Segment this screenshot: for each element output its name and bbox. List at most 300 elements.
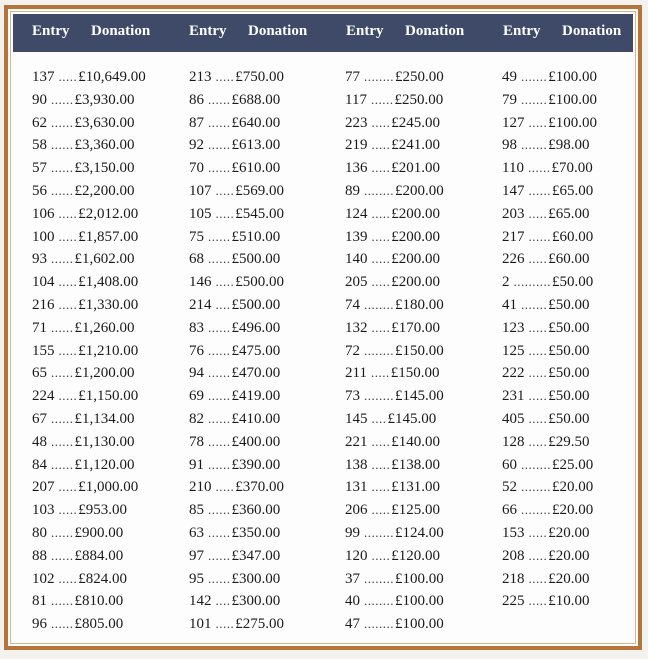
donation-amount: £100.00 bbox=[548, 114, 597, 131]
donation-amount: £10,649.00 bbox=[78, 69, 146, 85]
entry-number: 2 bbox=[502, 274, 510, 291]
dot-leader: ...... bbox=[208, 137, 231, 153]
dot-leader: ........ bbox=[364, 593, 394, 609]
dot-leader: ..... bbox=[58, 570, 78, 586]
table-row bbox=[32, 385, 188, 408]
table-row bbox=[32, 180, 188, 203]
entry-number: 120 bbox=[345, 547, 368, 564]
entry-number: 65 bbox=[32, 365, 47, 382]
entry-number: 206 bbox=[345, 502, 368, 519]
donation-amount: £470.00 bbox=[231, 365, 281, 382]
entry-number: 224 bbox=[32, 388, 55, 405]
donation-amount: £275.00 bbox=[235, 616, 284, 633]
entry-number: 218 bbox=[502, 570, 525, 587]
donation-amount: £610.00 bbox=[231, 160, 281, 177]
dot-leader: ...... bbox=[208, 388, 231, 404]
dot-leader: ...... bbox=[51, 616, 74, 632]
entry-number: 153 bbox=[502, 524, 525, 541]
donation-amount: £3,930.00 bbox=[74, 91, 135, 108]
dot-leader: ...... bbox=[51, 410, 74, 426]
dot-leader: ....... bbox=[521, 296, 548, 312]
dot-leader: ..... bbox=[58, 69, 78, 84]
entry-number: 125 bbox=[502, 342, 525, 359]
entry-number: 205 bbox=[345, 274, 368, 291]
dot-leader: ...... bbox=[51, 91, 74, 107]
donation-amount: £10.00 bbox=[548, 593, 590, 610]
entry-number: 60 bbox=[502, 456, 517, 473]
donation-amount: £70.00 bbox=[551, 160, 593, 177]
table-row bbox=[189, 271, 345, 294]
donation-amount: £419.00 bbox=[231, 388, 281, 405]
table-row bbox=[345, 476, 501, 499]
donation-amount: £50.00 bbox=[548, 319, 590, 336]
table-row bbox=[345, 180, 501, 203]
donation-amount: £60.00 bbox=[552, 228, 594, 245]
entry-number: 86 bbox=[189, 91, 204, 108]
dot-leader: ..... bbox=[215, 274, 235, 290]
table-row bbox=[345, 362, 501, 385]
donation-amount: £400.00 bbox=[231, 433, 281, 450]
dot-leader: ...... bbox=[51, 524, 74, 540]
dot-leader: ...... bbox=[208, 342, 231, 358]
dot-leader: ..... bbox=[371, 160, 391, 176]
donations-table bbox=[4, 5, 642, 650]
donation-amount: £180.00 bbox=[395, 296, 444, 313]
dot-leader: ..... bbox=[371, 205, 391, 221]
donation-amount: £496.00 bbox=[231, 319, 281, 336]
table-row bbox=[32, 431, 188, 454]
donation-amount: £2,012.00 bbox=[78, 205, 139, 222]
entry-number: 99 bbox=[345, 524, 360, 541]
entry-number: 216 bbox=[32, 296, 55, 313]
donation-amount: £241.00 bbox=[391, 137, 440, 154]
header-donation: Donation bbox=[91, 23, 151, 39]
donation-amount: £390.00 bbox=[231, 456, 281, 473]
dot-leader: ...... bbox=[51, 319, 74, 335]
dot-leader: ....... bbox=[521, 69, 548, 84]
table-row bbox=[502, 226, 648, 249]
dot-leader: ...... bbox=[51, 251, 74, 267]
entry-number: 211 bbox=[345, 365, 367, 382]
donation-amount: £150.00 bbox=[395, 342, 444, 359]
dot-leader: ..... bbox=[371, 456, 391, 472]
dot-leader: ...... bbox=[208, 502, 231, 518]
dot-leader: ........ bbox=[364, 524, 394, 540]
entry-number: 139 bbox=[345, 228, 368, 245]
entry-number: 94 bbox=[189, 365, 204, 382]
dot-leader: .... bbox=[215, 593, 231, 609]
dot-leader: ...... bbox=[51, 182, 74, 198]
dot-leader: ...... bbox=[208, 524, 231, 540]
donation-column-3 bbox=[345, 66, 501, 636]
table-row bbox=[502, 385, 648, 408]
entry-number: 223 bbox=[345, 114, 368, 131]
donation-amount: £3,360.00 bbox=[74, 137, 135, 154]
dot-leader: ..... bbox=[58, 342, 78, 358]
entry-number: 131 bbox=[345, 479, 368, 496]
table-row bbox=[189, 362, 345, 385]
dot-leader: ...... bbox=[370, 91, 394, 107]
dot-leader: ..... bbox=[528, 524, 548, 540]
entry-number: 48 bbox=[32, 433, 47, 450]
table-row bbox=[189, 340, 345, 363]
entry-number: 91 bbox=[189, 456, 204, 473]
table-row bbox=[345, 568, 501, 591]
donation-amount: £201.00 bbox=[391, 160, 440, 177]
table-row bbox=[32, 294, 188, 317]
donation-amount: £300.00 bbox=[231, 570, 281, 587]
donation-amount: £1,000.00 bbox=[78, 479, 139, 496]
donation-amount: £3,150.00 bbox=[74, 160, 135, 177]
table-row bbox=[32, 66, 188, 89]
entry-number: 110 bbox=[502, 160, 524, 177]
donation-amount: £1,120.00 bbox=[74, 456, 135, 473]
table-row bbox=[345, 522, 501, 545]
dot-leader: ...... bbox=[528, 228, 551, 244]
donation-amount: £1,200.00 bbox=[74, 365, 135, 382]
donation-amount: £200.00 bbox=[395, 182, 444, 199]
table-row bbox=[502, 248, 648, 271]
entry-number: 208 bbox=[502, 547, 525, 564]
table-row bbox=[189, 499, 345, 522]
donation-amount: £100.00 bbox=[548, 91, 597, 108]
table-row bbox=[32, 340, 188, 363]
dot-leader: ........ bbox=[364, 342, 394, 358]
donation-amount: £125.00 bbox=[391, 502, 440, 519]
table-row bbox=[32, 454, 188, 477]
header-donation: Donation bbox=[562, 23, 622, 39]
table-row bbox=[189, 112, 345, 135]
entry-number: 142 bbox=[189, 593, 212, 610]
table-row bbox=[345, 112, 501, 135]
entry-number: 66 bbox=[502, 502, 517, 519]
table-row bbox=[345, 431, 501, 454]
table-row bbox=[32, 522, 188, 545]
table-row bbox=[345, 385, 501, 408]
dot-leader: .......... bbox=[513, 274, 551, 290]
donation-amount: £350.00 bbox=[231, 524, 281, 541]
donation-amount: £100.00 bbox=[395, 570, 444, 587]
table-row bbox=[189, 226, 345, 249]
donation-amount: £250.00 bbox=[394, 91, 444, 108]
dot-leader: ...... bbox=[51, 547, 74, 563]
entry-number: 73 bbox=[345, 388, 360, 405]
dot-leader: ...... bbox=[208, 570, 231, 586]
table-row bbox=[189, 568, 345, 591]
entry-number: 84 bbox=[32, 456, 47, 473]
dot-leader: ...... bbox=[208, 319, 231, 335]
dot-leader: ..... bbox=[215, 616, 235, 632]
entry-number: 107 bbox=[189, 182, 212, 199]
entry-number: 77 bbox=[345, 69, 360, 85]
donation-amount: £824.00 bbox=[78, 570, 127, 587]
table-row bbox=[345, 545, 501, 568]
table-row bbox=[502, 431, 648, 454]
donation-amount: £360.00 bbox=[231, 502, 281, 519]
donation-amount: £1,260.00 bbox=[74, 319, 135, 336]
entry-number: 124 bbox=[345, 205, 368, 222]
dot-leader: ..... bbox=[528, 410, 548, 426]
dot-leader: .... bbox=[371, 410, 387, 426]
entry-number: 213 bbox=[189, 69, 212, 85]
dot-leader: ..... bbox=[371, 547, 391, 563]
table-row bbox=[345, 408, 501, 431]
donation-column-4 bbox=[502, 66, 648, 613]
donation-amount: £245.00 bbox=[391, 114, 440, 131]
table-row bbox=[345, 454, 501, 477]
dot-leader: ..... bbox=[528, 114, 548, 130]
dot-leader: ........ bbox=[364, 69, 394, 84]
dot-leader: .... bbox=[215, 296, 231, 312]
table-row bbox=[502, 134, 648, 157]
table-row bbox=[189, 476, 345, 499]
entry-number: 219 bbox=[345, 137, 368, 154]
entry-number: 67 bbox=[32, 410, 47, 427]
dot-leader: ...... bbox=[208, 410, 231, 426]
table-row bbox=[189, 545, 345, 568]
donation-amount: £100.00 bbox=[548, 69, 597, 85]
dot-leader: ...... bbox=[51, 433, 74, 449]
entry-number: 82 bbox=[189, 410, 204, 427]
donation-amount: £1,210.00 bbox=[78, 342, 139, 359]
entry-number: 210 bbox=[189, 479, 212, 496]
table-row bbox=[32, 545, 188, 568]
entry-number: 40 bbox=[345, 593, 360, 610]
entry-number: 58 bbox=[32, 137, 47, 154]
entry-number: 405 bbox=[502, 410, 525, 427]
entry-number: 225 bbox=[502, 593, 525, 610]
entry-number: 88 bbox=[32, 547, 47, 564]
dot-leader: ..... bbox=[371, 228, 391, 244]
donation-amount: £65.00 bbox=[552, 182, 594, 199]
table-row bbox=[345, 134, 501, 157]
entry-number: 105 bbox=[189, 205, 212, 222]
donation-amount: £50.00 bbox=[548, 410, 590, 427]
dot-leader: ...... bbox=[208, 433, 231, 449]
dot-leader: ...... bbox=[208, 251, 231, 267]
table-row bbox=[32, 112, 188, 135]
donation-amount: £2,200.00 bbox=[74, 182, 135, 199]
entry-number: 41 bbox=[502, 296, 517, 313]
dot-leader: ..... bbox=[371, 433, 391, 449]
entry-number: 146 bbox=[189, 274, 212, 291]
donation-amount: £50.00 bbox=[548, 365, 590, 382]
dot-leader: ...... bbox=[208, 228, 231, 244]
table-row bbox=[189, 454, 345, 477]
table-row bbox=[189, 385, 345, 408]
dot-leader: ...... bbox=[51, 114, 74, 130]
table-row bbox=[502, 476, 648, 499]
entry-number: 203 bbox=[502, 205, 525, 222]
donation-amount: £613.00 bbox=[231, 137, 281, 154]
donation-amount: £138.00 bbox=[391, 456, 440, 473]
dot-leader: ..... bbox=[528, 593, 548, 609]
dot-leader: ...... bbox=[208, 160, 231, 176]
table-row bbox=[345, 157, 501, 180]
donation-amount: £1,134.00 bbox=[74, 410, 135, 427]
entry-number: 56 bbox=[32, 182, 47, 199]
header-group-1 bbox=[13, 14, 168, 52]
entry-number: 49 bbox=[502, 69, 517, 85]
donation-amount: £545.00 bbox=[235, 205, 284, 222]
table-row bbox=[502, 89, 648, 112]
dot-leader: ...... bbox=[208, 91, 231, 107]
dot-leader: ........ bbox=[521, 502, 551, 518]
entry-number: 101 bbox=[189, 616, 212, 633]
table-row bbox=[345, 89, 501, 112]
table-row bbox=[32, 568, 188, 591]
entry-number: 87 bbox=[189, 114, 204, 131]
dot-leader: ..... bbox=[528, 365, 548, 381]
dot-leader: ...... bbox=[51, 137, 74, 153]
table-row bbox=[189, 317, 345, 340]
entry-number: 63 bbox=[189, 524, 204, 541]
table-row bbox=[32, 408, 188, 431]
table-row bbox=[32, 362, 188, 385]
donation-amount: £50.00 bbox=[548, 342, 590, 359]
donation-amount: £750.00 bbox=[235, 69, 284, 85]
entry-number: 123 bbox=[502, 319, 525, 336]
donation-amount: £60.00 bbox=[548, 251, 590, 268]
table-row bbox=[345, 340, 501, 363]
table-row bbox=[189, 408, 345, 431]
dot-leader: ....... bbox=[521, 137, 548, 153]
table-row bbox=[345, 203, 501, 226]
entry-number: 103 bbox=[32, 502, 55, 519]
table-row bbox=[189, 590, 345, 613]
donation-amount: £805.00 bbox=[74, 616, 124, 633]
entry-number: 47 bbox=[345, 616, 360, 633]
dot-leader: ........ bbox=[364, 570, 394, 586]
table-row bbox=[32, 226, 188, 249]
dot-leader: ........ bbox=[364, 616, 394, 632]
donation-amount: £25.00 bbox=[552, 456, 594, 473]
header-donation: Donation bbox=[405, 23, 465, 39]
donation-amount: £200.00 bbox=[391, 228, 440, 245]
dot-leader: ....... bbox=[521, 91, 548, 107]
dot-leader: ...... bbox=[51, 593, 74, 609]
table-row bbox=[502, 545, 648, 568]
donation-amount: £569.00 bbox=[235, 182, 284, 199]
table-row bbox=[502, 180, 648, 203]
table-row bbox=[32, 89, 188, 112]
table-row bbox=[189, 294, 345, 317]
donation-amount: £50.00 bbox=[548, 296, 590, 313]
entry-number: 97 bbox=[189, 547, 204, 564]
donation-amount: £1,130.00 bbox=[74, 433, 135, 450]
donation-amount: £50.00 bbox=[548, 388, 590, 405]
dot-leader: ..... bbox=[215, 182, 235, 198]
table-row bbox=[502, 157, 648, 180]
donation-amount: £20.00 bbox=[548, 570, 590, 587]
entry-number: 140 bbox=[345, 251, 368, 268]
dot-leader: ..... bbox=[215, 205, 235, 221]
entry-number: 145 bbox=[345, 410, 368, 427]
dot-leader: ..... bbox=[58, 479, 78, 495]
dot-leader: ..... bbox=[528, 547, 548, 563]
table-row bbox=[32, 317, 188, 340]
entry-number: 222 bbox=[502, 365, 525, 382]
donation-amount: £20.00 bbox=[552, 479, 594, 496]
dot-leader: ...... bbox=[208, 456, 231, 472]
entry-number: 80 bbox=[32, 524, 47, 541]
dot-leader: ..... bbox=[371, 479, 391, 495]
table-row bbox=[32, 134, 188, 157]
donation-amount: £120.00 bbox=[391, 547, 440, 564]
dot-leader: ..... bbox=[58, 274, 78, 290]
entry-number: 95 bbox=[189, 570, 204, 587]
donation-column-2 bbox=[189, 66, 345, 636]
table-row bbox=[502, 499, 648, 522]
dot-leader: ...... bbox=[528, 182, 551, 198]
donation-amount: £1,857.00 bbox=[78, 228, 139, 245]
donation-amount: £250.00 bbox=[395, 69, 444, 85]
donation-amount: £347.00 bbox=[231, 547, 281, 564]
entry-number: 98 bbox=[502, 137, 517, 154]
table-row bbox=[32, 590, 188, 613]
dot-leader: ...... bbox=[208, 547, 231, 563]
table-row bbox=[189, 522, 345, 545]
entry-number: 214 bbox=[189, 296, 212, 313]
donation-amount: £124.00 bbox=[395, 524, 444, 541]
entry-number: 78 bbox=[189, 433, 204, 450]
table-row bbox=[502, 590, 648, 613]
dot-leader: ...... bbox=[527, 160, 551, 176]
table-row bbox=[345, 248, 501, 271]
donation-amount: £100.00 bbox=[395, 616, 444, 633]
dot-leader: ..... bbox=[528, 205, 548, 221]
table-row bbox=[189, 431, 345, 454]
dot-leader: ..... bbox=[58, 228, 78, 244]
table-row bbox=[32, 203, 188, 226]
entry-number: 74 bbox=[345, 296, 360, 313]
table-row bbox=[345, 590, 501, 613]
donation-amount: £131.00 bbox=[391, 479, 440, 496]
header-entry: Entry bbox=[189, 23, 227, 39]
entry-number: 231 bbox=[502, 388, 525, 405]
dot-leader: ..... bbox=[371, 251, 391, 267]
dot-leader: ..... bbox=[528, 433, 548, 449]
dot-leader: ..... bbox=[370, 365, 390, 381]
dot-leader: ........ bbox=[521, 456, 551, 472]
table-row bbox=[189, 134, 345, 157]
entry-number: 69 bbox=[189, 388, 204, 405]
table-row bbox=[502, 203, 648, 226]
entry-number: 79 bbox=[502, 91, 517, 108]
table-row bbox=[502, 271, 648, 294]
table-row bbox=[189, 66, 345, 89]
entry-number: 37 bbox=[345, 570, 360, 587]
dot-leader: ........ bbox=[521, 479, 551, 495]
table-row bbox=[502, 340, 648, 363]
table-row bbox=[502, 317, 648, 340]
table-row bbox=[502, 112, 648, 135]
donation-amount: £500.00 bbox=[235, 274, 284, 291]
table-row bbox=[502, 568, 648, 591]
donation-amount: £1,408.00 bbox=[78, 274, 139, 291]
table-row bbox=[345, 271, 501, 294]
donation-amount: £688.00 bbox=[231, 91, 281, 108]
entry-number: 96 bbox=[32, 616, 47, 633]
donation-column-1 bbox=[32, 66, 188, 636]
dot-leader: ........ bbox=[364, 296, 394, 312]
entry-number: 106 bbox=[32, 205, 55, 222]
entry-number: 52 bbox=[502, 479, 517, 496]
donation-amount: £170.00 bbox=[391, 319, 440, 336]
table-row bbox=[345, 613, 501, 636]
donation-amount: £1,330.00 bbox=[78, 296, 139, 313]
entry-number: 93 bbox=[32, 251, 47, 268]
